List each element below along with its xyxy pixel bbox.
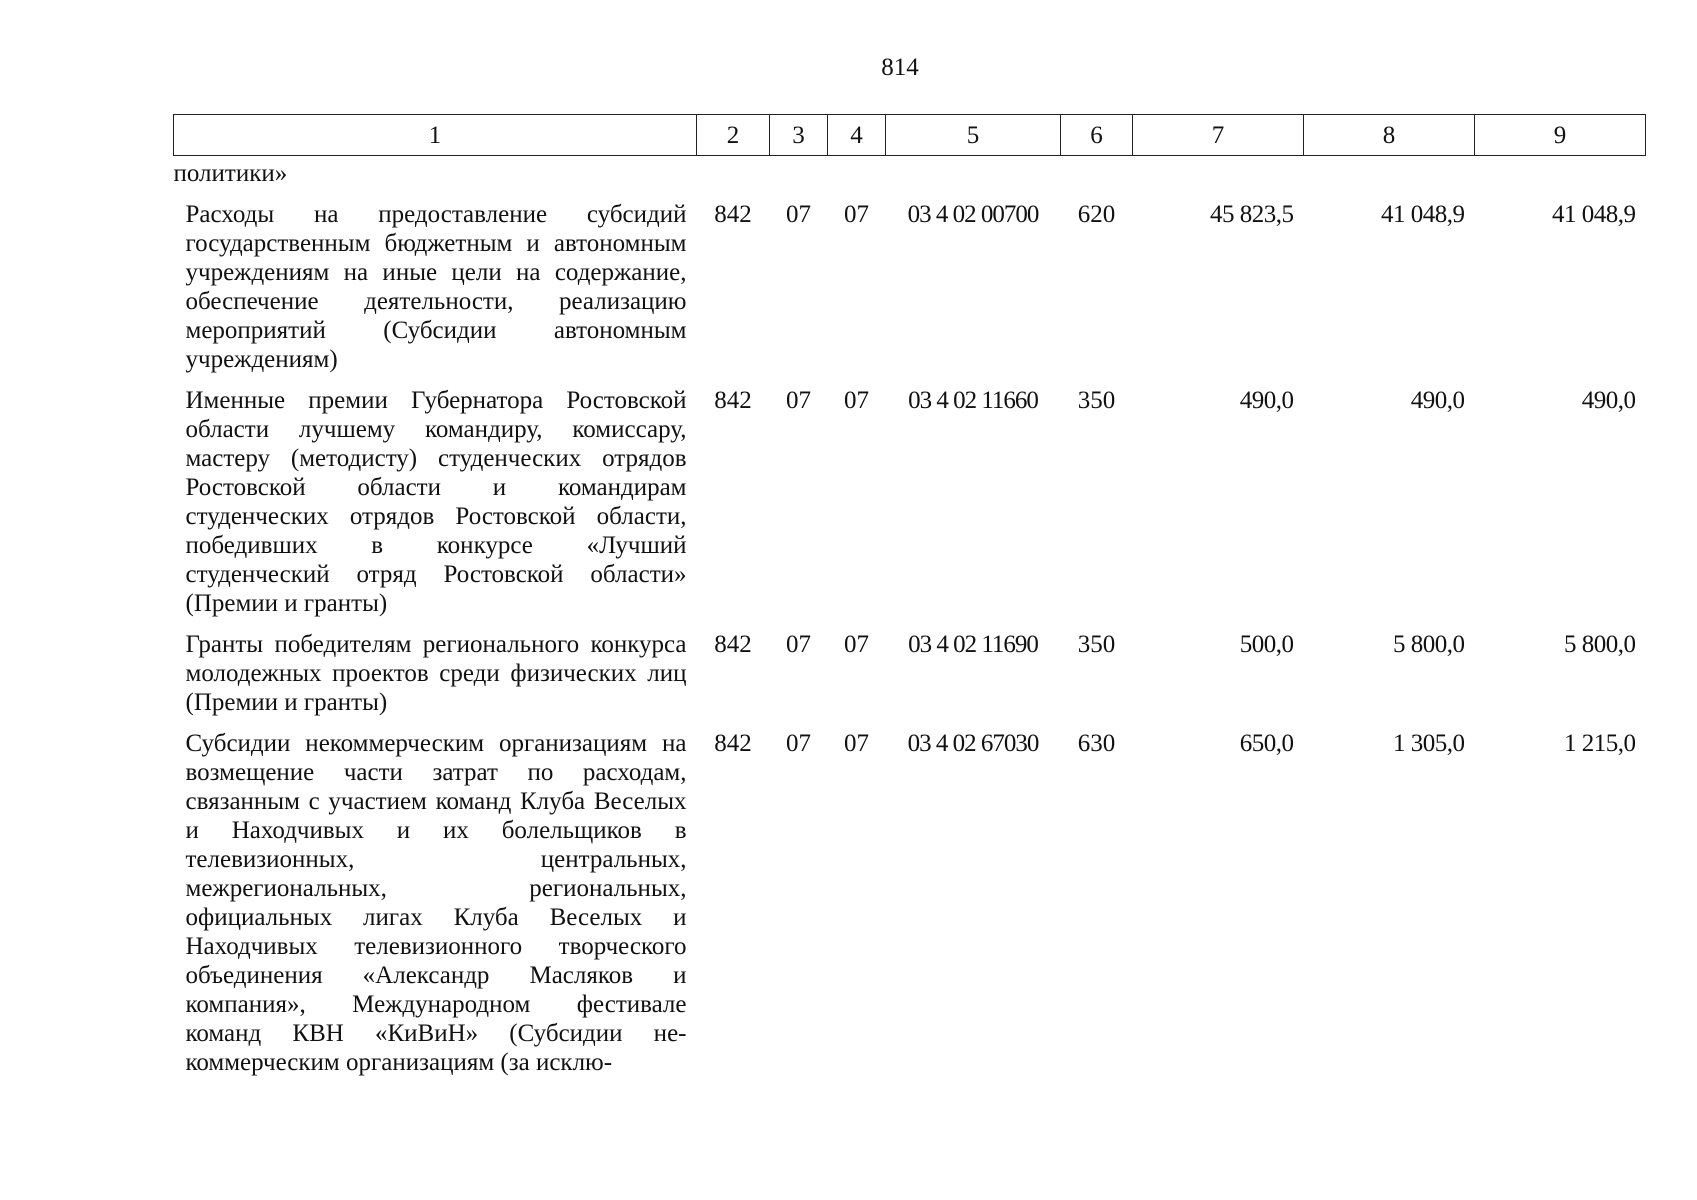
- table-row: [174, 618, 1646, 717]
- column-header-6: 6: [1061, 115, 1133, 156]
- column-header-2: 2: [697, 115, 770, 156]
- column-header-8: 8: [1304, 115, 1475, 156]
- section-code: 07: [786, 387, 811, 414]
- amount-col-9: 1 215,0: [1564, 730, 1636, 757]
- amount-col-8: 490,0: [1410, 387, 1465, 414]
- table-row: [174, 374, 1646, 618]
- column-header-3: 3: [770, 115, 828, 156]
- column-header-7: 7: [1133, 115, 1304, 156]
- amount-col-8: 5 800,0: [1393, 631, 1465, 658]
- subsection-code: 07: [844, 730, 869, 757]
- ministry-code: 842: [714, 631, 752, 658]
- section-code: 07: [786, 201, 811, 228]
- ministry-code: 842: [714, 387, 752, 414]
- amount-col-7: 500,0: [1239, 631, 1294, 658]
- page-number: 814: [881, 54, 919, 81]
- ministry-code: 842: [714, 730, 752, 757]
- budget-table: [173, 114, 1646, 1077]
- expense-type-code: 350: [1077, 387, 1116, 414]
- amount-col-7: 490,0: [1239, 387, 1294, 414]
- column-header-4: 4: [828, 115, 886, 156]
- target-article-code: 03 4 02 11690: [908, 631, 1038, 658]
- subsection-code: 07: [844, 201, 869, 228]
- header-row: [174, 115, 1646, 156]
- subsection-code: 07: [844, 387, 869, 414]
- amount-col-9: 5 800,0: [1564, 631, 1636, 658]
- target-article-code: 03 4 02 00700: [907, 201, 1039, 228]
- target-article-code: 03 4 02 11660: [908, 387, 1038, 414]
- section-code: 07: [786, 730, 811, 757]
- table-body: [174, 156, 1646, 1078]
- table-row: [174, 188, 1646, 374]
- amount-col-8: 1 305,0: [1393, 730, 1465, 757]
- amount-col-9: 41 048,9: [1552, 201, 1636, 228]
- column-header-5: 5: [886, 115, 1061, 156]
- amount-col-7: 650,0: [1239, 730, 1294, 757]
- table-header: [174, 115, 1646, 156]
- table-row: [174, 717, 1646, 1077]
- column-header-9: 9: [1475, 115, 1646, 156]
- amount-col-7: 45 823,5: [1210, 201, 1294, 228]
- target-article-code: 03 4 02 67030: [907, 730, 1039, 757]
- continuation-text: политики»: [173, 160, 288, 187]
- subsection-code: 07: [844, 631, 869, 658]
- section-code: 07: [786, 631, 811, 658]
- row-description: Гранты победителям регионального конкурса молодежных проектов среди физических лиц (Премии и гранты): [185, 631, 687, 716]
- column-header-1: 1: [174, 115, 697, 156]
- ministry-code: 842: [714, 201, 752, 228]
- continuation-row: [174, 156, 1646, 189]
- expense-type-code: 630: [1077, 730, 1116, 757]
- expense-type-code: 350: [1077, 631, 1116, 658]
- expense-type-code: 620: [1077, 201, 1116, 228]
- row-description: Именные премии Губернатора Ростовской области лучшему командиру, комиссару, мастеру (методисту) студенческих отрядов Ростовской области и командирам студенческих отрядов Ростовской области, победивших в конкурсе «Лучший студенческий отряд Ростовской области» (Премии и гранты): [185, 387, 687, 617]
- amount-col-8: 41 048,9: [1381, 201, 1465, 228]
- row-description: Субсидии некоммерческим организациям на возмещение части затрат по расходам, связанным с участием команд Клуба Веселых и Находчивых и их болельщиков в телевизионных, центральных, межрегиональных, региональных, официальных лигах Клуба Веселых и Находчивых телевизионного творческого объединения «Александр Масляков и компания», Международном фестивале команд КВН «КиВиН» (Субсидии некоммерческим организациям (за исклю-: [185, 730, 687, 1076]
- row-description: Расходы на предоставление субсидий государственным бюджетным и автономным учреждениям на иные цели на содержание, обеспечение деятельности, реализацию мероприятий (Субсидии автономным учреждениям): [185, 201, 687, 373]
- amount-col-9: 490,0: [1581, 387, 1636, 414]
